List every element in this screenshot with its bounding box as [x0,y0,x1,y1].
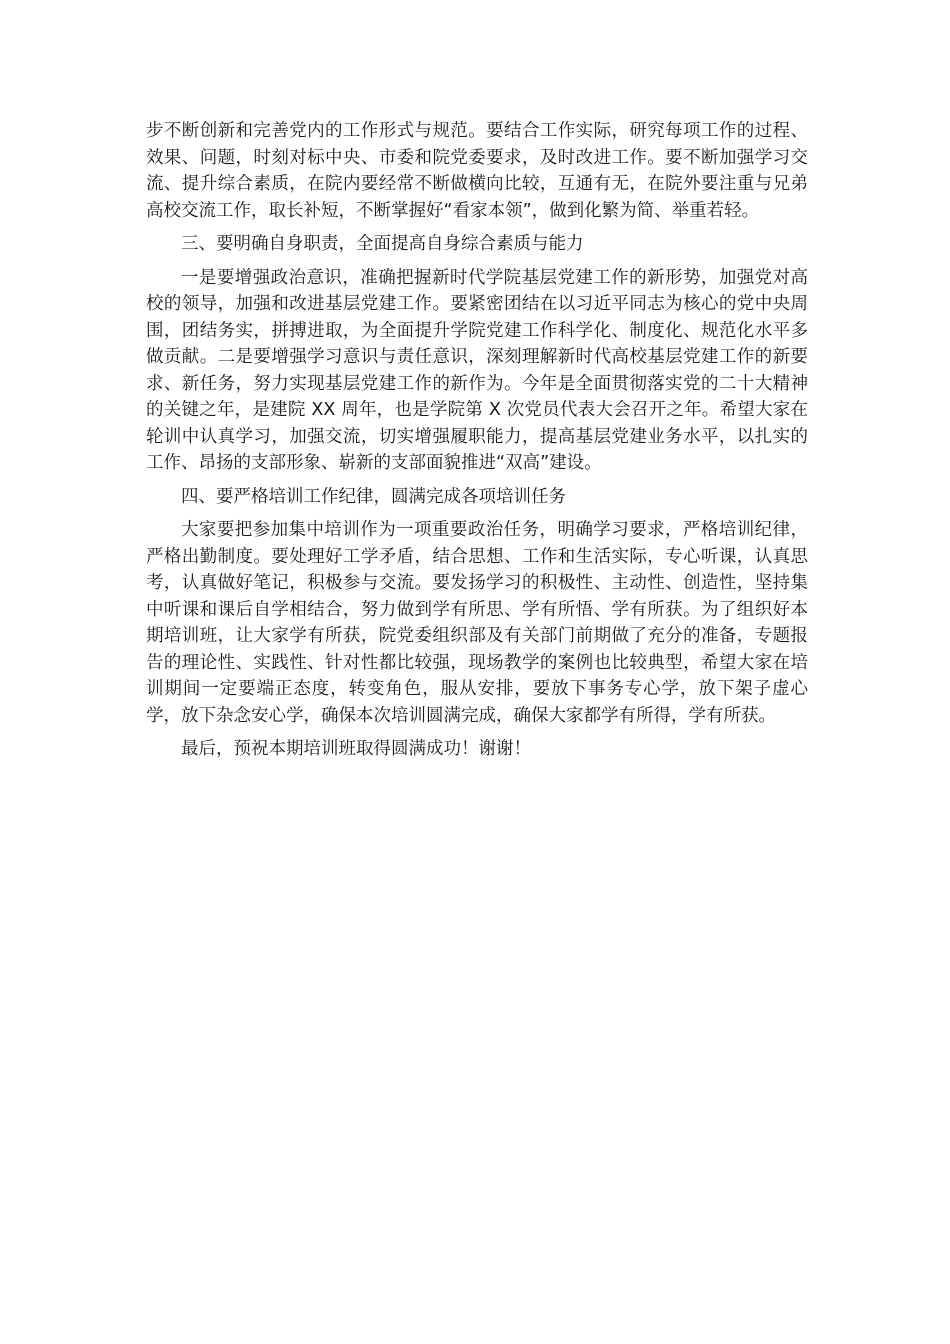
paragraph-continuation: 步不断创新和完善党内的工作形式与规范。要结合工作实际，研究每项工作的过程、效果、问题，时刻对标中央、市委和院党委要求，及时改进工作。要不断加强学习交流、提升综合素质，在院内要经常不断做横向比较，互通有无，在院外要注重与兄弟高校交流工作，取长补短，不断掌握好“看家本领”，做到化繁为简、举重若轻。 [146,121,808,221]
paragraph-discipline: 大家要把参加集中培训作为一项重要政治任务，明确学习要求，严格培训纪律，严格出勤制度。要处理好工学矛盾，结合思想、工作和生活实际，专心听课，认真思考，认真做好笔记，积极参与交流。要发扬学习的积极性、主动性、创造性，坚持集中听课和课后自学相结合，努力做到学有所思、学有所悟、学有所获。为了组织好本期培训班，让大家学有所获，院党委组织部及有关部门前期做了充分的准备，专题报告的理论性、实践性、针对性都比较强，现场教学的案例也比较典型，希望大家在培训期间一定要端正态度，转变角色，服从安排，要放下事务专心学，放下架子虚心学，放下杂念安心学，确保本次培训圆满完成，确保大家都学有所得，学有所获。 [146,520,808,726]
document-page [146,118,808,770]
section-heading-4: 四、要严格培训工作纪律，圆满完成各项培训任务 [181,486,566,507]
section-heading-3: 三、要明确自身职责，全面提高自身综合素质与能力 [181,234,584,254]
paragraph-duties: 一是要增强政治意识，准确把握新时代学院基层党建工作的新形势，加强党对高校的领导，加强和改进基层党建工作。要紧密团结在以习近平同志为核心的党中央周围，团结务实，拼搏进取，为全面提升学院党建工作科学化、制度化、规范化水平多做贡献。二是要增强学习意识与责任意识，深刻理解新时代高校基层党建工作的新要求、新任务，努力实现基层党建工作的新作为。今年是全面贯彻落实党的二十大精神的关键之年，是建院 XX 周年，也是学院第 X 次党员代表大会召开之年。希望大家在轮训中认真学习，加强交流，切实增强履职能力，提高基层党建业务水平，以扎实的工作、昂扬的支部形象、崭新的支部面貌推进“双高”建设。 [146,267,808,473]
paragraph-closing: 最后，预祝本期培训班取得圆满成功！谢谢！ [181,739,531,759]
